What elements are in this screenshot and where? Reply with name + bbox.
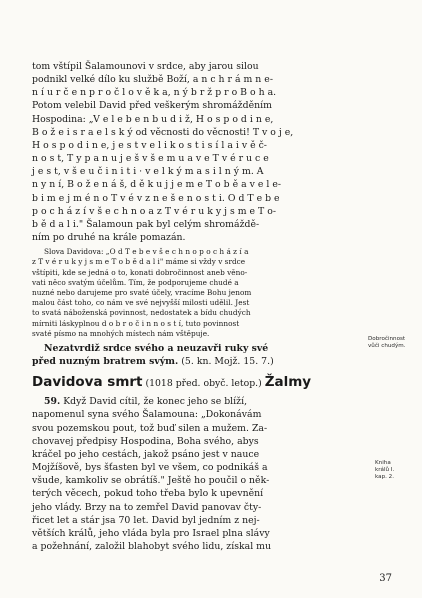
heading-date: (1018 před. obyč. letop.): [142, 378, 265, 390]
margin-note-charity: Dobročinnost vůči chudým.: [368, 336, 406, 349]
paragraph-charity-commentary: Slova Davidova: „O d T e b e v š e c h n o p o c h á z í a z T v é r u k y j s m e T o b ě d a l i" máme si vždy v srdce vštípiti, kde se jedná o to, konati dobročinnost aneb věno- vati něco svatým účelům. Tím, že podporujeme chudé a nuzné nebo darujeme pro svaté účely, vracíme Bohu jenom malou část toho, co nám ve své nejvyšší milosti udělil. Jest to svatá náboženská povinnost, nedostatek a bídu chudých mírniti láskyplnou d o b r o č i n n o s t í, tuto povinnost svaté písmo na mnohých místech nám vštěpuje.: [32, 247, 252, 338]
heading-title: Davidova smrt: [32, 374, 143, 391]
heading-psalms: Žalmy: [264, 374, 312, 391]
section-number: 59.: [44, 396, 61, 408]
section-heading: [32, 374, 355, 390]
paragraph-david-death: [32, 395, 355, 553]
main-text-column: [32, 60, 355, 553]
scripture-quote-text: Nezatvrdiž srdce svého a neuzavři ruky své před nuzným bratrem svým.: [32, 343, 269, 368]
page-number: 37: [379, 573, 392, 584]
paragraph-david-death-text: Když David cítil, že konec jeho se blíží, napomenul syna svého Šalamouna: „Dokonávám svou pozemskou pout, tož buď silen a mužem. Za- chovavej předpisy Hospodina, Boha svého, abys kráčel po jeho cestách, jakož psáno jest v nauce Mojžíšově, bys šťasten byl ve všem, co podnikáš a všude, kamkoliv se obrátíš." Ještě ho poučil o něk- terých věcech, pokud toho třeba bylo k upevnění jeho vlády. Brzy na to zemřel David panovav čty- řicet let a stár jsa 70 let. David byl jedním z nej- větších králů, jeho vláda byla pro Israel plna slávy a požehnání, založil blahobyt svého lidu, získal mu: [32, 396, 272, 553]
paragraph-david-prayer: tom vštípil Šalamounovi v srdce, aby jarou silou podnikl velké dílo ku službě Boží, a n c h r á m n e- n í u r č e n p r o č l o v ě k a, n ý b r ž p r o B o h a. Potom velebil David před veškerým shromážděním Hospodina: „V e l e b e n b u d i ž, H o s p o d i n e, B o ž e i s r a e l s k ý od věcnosti do věcnosti! T v o j e, H o s p o d i n e, j e s t v e l i k o s t i s í l a i v ě č- n o s t, T y p a n u j e š v š e m u a v e T v é r u c e j e s t, v š e u č i n i t i · v e l k ý m a s i l n ý m. A n y n í, B o ž e n á š, d ě k u j j e m e T o b ě a v e l e- b i m e j m é n o T v é v z n e š e n o s t i. O d T e b e p o c h á z í v š e c h n o a z T v é r u k y j s m e T o- b ě d a l i." Šalamoun pak byl celým shromáždě- ním po druhé na krále pomazán.: [32, 61, 294, 244]
margin-note-kings: Kniha králů I. kap. 2.: [375, 460, 395, 480]
scripture-reference: (5. kn. Mojž. 15. 7.): [178, 356, 274, 368]
paragraph-scripture-quote: [32, 342, 355, 368]
